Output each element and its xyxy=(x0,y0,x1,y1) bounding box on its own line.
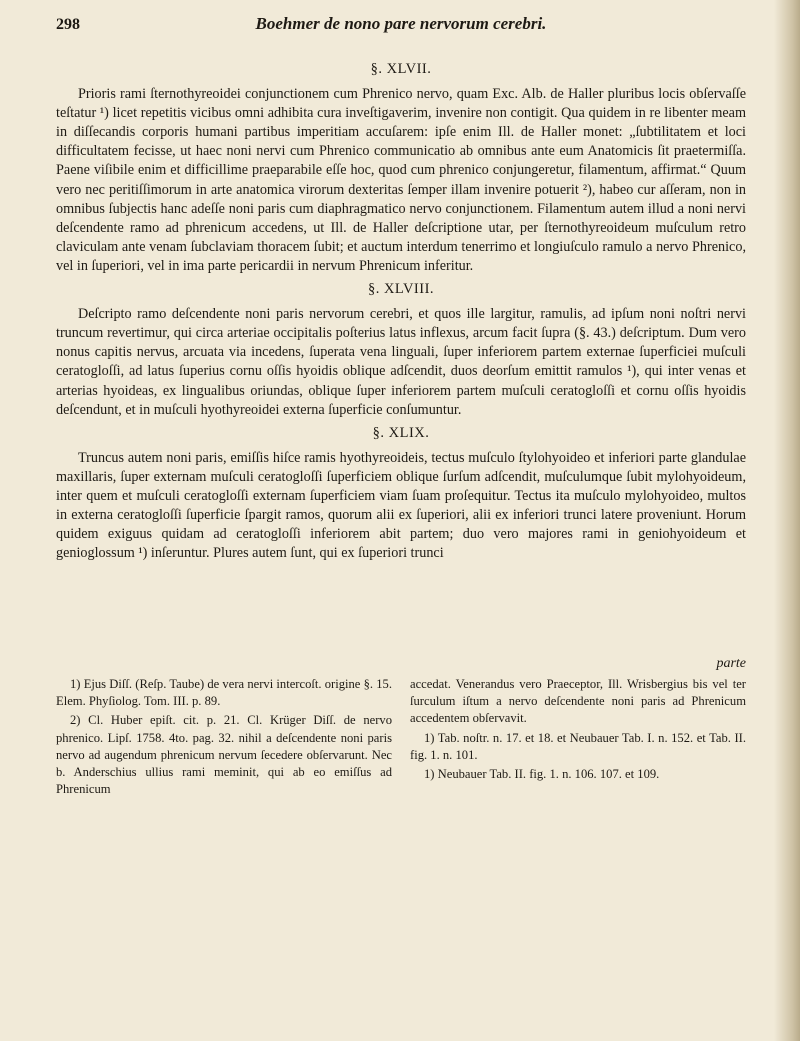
running-head: Boehmer de nono pare nervorum cerebri. xyxy=(255,14,547,33)
page-number: 298 xyxy=(56,16,80,33)
section-48 xyxy=(56,280,746,420)
paragraph: Deſcripto ramo deſcendente noni paris nervorum cerebri, et quos ille largitur, ramulis, ad ipſum noni noſtri nervi truncum revertimur, qui circa arteriae occipitalis poſterius latus inflexus, arcum facit ſupra (§. 43.) deſcriptum. Dum vero nonus capitis nervus, arcuata via incedens, ſuperata vena linguali, ſuper inferiorem partem externae ſuperficiei muſculi ceratogloſſi, ad latus ſuperius cornu oſſis hyoidis oblique adſcendit, duos deorſum emittit ramulos ¹), qui inter venas et arterias hyoideas, ex lingualibus oriundas, oblique ſuper inferiorem partem muſculi ceratogloſſi et cornu oſſis hyoidis deſcendunt, et in muſculi hyothyreoidei externa ſuperficie conſumuntur. xyxy=(56,306,746,418)
footnote: 1) Ejus Diſſ. (Reſp. Taube) de vera nervi intercoſt. origine §. 15. Elem. Phyſiolog. Tom. III. p. 89. xyxy=(56,677,392,709)
footnotes-right-column xyxy=(410,676,746,785)
section-heading: §. XLIX. xyxy=(372,424,430,441)
catchword: parte xyxy=(716,656,746,671)
section-47 xyxy=(56,60,746,276)
footnotes-left-column xyxy=(56,676,392,800)
section-heading: §. XLVIII. xyxy=(367,281,435,298)
page-header xyxy=(56,14,746,40)
main-text xyxy=(56,60,746,567)
page-edge-shadow xyxy=(774,0,800,1041)
footnote: 1) Tab. noſtr. n. 17. et 18. et Neubauer Tab. I. n. 152. et Tab. II. fig. 1. n. 101. xyxy=(410,730,746,762)
footnote: 1) Neubauer Tab. II. fig. 1. n. 106. 107. et 109. xyxy=(424,767,660,782)
paragraph: Prioris rami ſternothyreoidei conjunctionem cum Phrenico nervo, quam Exc. Alb. de Haller pluribus locis obſervaſſe teſtatur ¹) licet repetitis vicibus omni adhibita cura inveſtigaverim, invenire non contigit. Qua quidem in re libenter meam in diſſecandis corporis humani partibus imperitiam accuſarem: ipſe enim Ill. de Haller monet: „ſubtilitatem et loci difficultatem fecisse, ut haec noni nervi cum Phrenico communicatio ab omnibus ante eum Anatomicis ſit praetermiſſa. Paene viſibile enim et difficillime praeparabile eſſe hoc, quod cum phrenico conjungeretur, filamentum, affirmat.“ Quum vero nec peritiſſimorum in arte anatomica virorum dexteritas ſemper illam invenire potuerit ²), habeo cur aſſeram, non in omnibus ſubjectis hanc adeſſe noni paris cum diaphragmatico nervo conjunctionem. Filamentum autem illud a noni nervi deſcendente ramo ad phrenicum accedens, ut Ill. de Haller deſcriptione utar, per ſternothyreoideum muſculum retro claviculam ante venam ſubclaviam thoracem ſubit; et auctum interdum tenerrimo et longiuſculo ramulo a nervo Phrenico, vel in ſuperiori, vel in ima parte pericardii in nervum Phrenicum inferitur. xyxy=(56,86,746,274)
section-heading: §. XLVII. xyxy=(370,61,432,77)
section-49 xyxy=(56,424,746,564)
footnote: 2) Cl. Huber epiſt. cit. p. 21. Cl. Krüger Diſſ. de nervo phrenico. Lipſ. 1758. 4to. pag. 32. nihil a deſcendente noni paris nervo ad augendum phrenicum nervum ſecedere obſervarunt. Nec b. Anderschius ullius rami meminit, qui ab eo emiſſus ad Phrenicum xyxy=(56,713,392,797)
paragraph: Truncus autem noni paris, emiſſis hiſce ramis hyothyreoideis, tectus muſculo ſtylohyoideo et inferiori parte glandulae maxillaris, ſuper externam muſculi ceratogloſſi ſuperficiem oblique ſurſum adſcendit, muſculumque ſubit mylohyoideum, inter quem et muſculi ceratogloſſi externam ſuperficiem viam ſuam proſequitur. Tectus ita muſculo mylohyoideo, multos in externa ceratogloſſi ſuperficie ſpargit ramos, quorum alii ex ſuperiori, alii ex inferiori trunci latere proveniunt. Horum quidem exiguus quidam ad ceratogloſſi inferiorem abit partem; duo vero majores rami in geniohyoideum et genioglossum ¹) inſeruntur. Plures autem ſunt, qui ex ſuperiori trunci xyxy=(56,449,746,562)
footnote-continuation: accedat. Venerandus vero Praeceptor, Ill. Wrisbergius bis vel ter ſurculum iſtum a nervo deſcendente noni paris ad Phrenicum accedentem obſervavit. xyxy=(410,677,746,726)
